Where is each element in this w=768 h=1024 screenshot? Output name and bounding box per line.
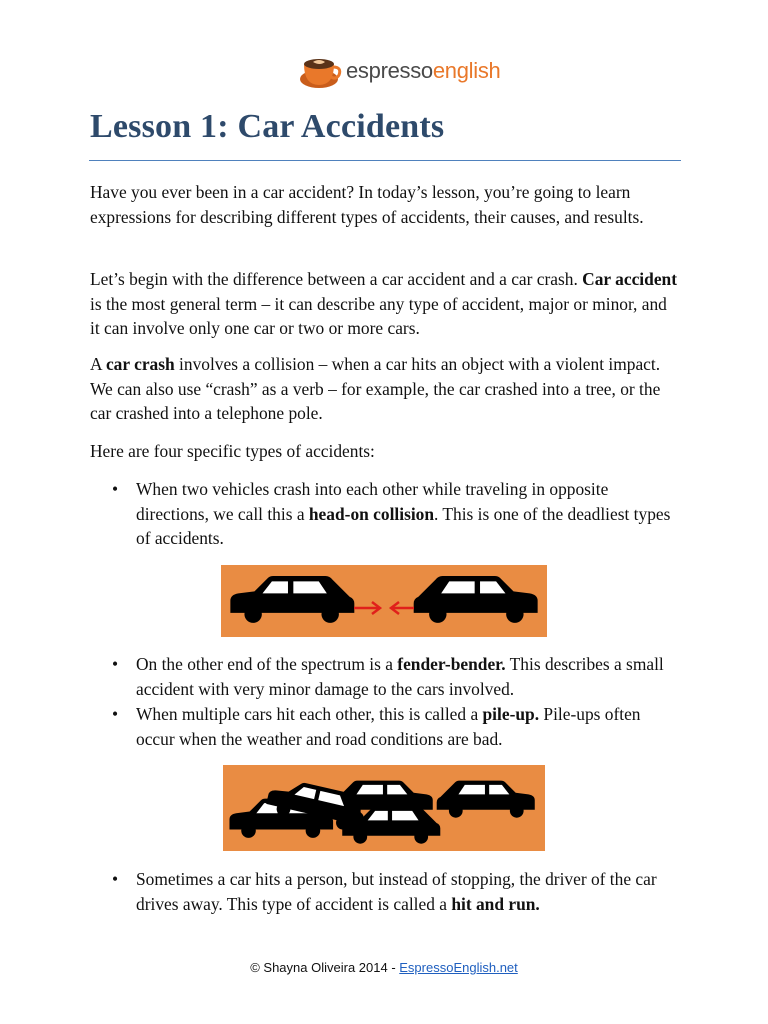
head-on-collision-icon <box>221 565 547 637</box>
term-pile-up: pile-up. <box>482 704 540 724</box>
bullet-marker: • <box>112 654 119 674</box>
car-crash-paragraph: A car crash involves a collision – when a car hits an object with a violent impact. We can also use “crash” as a verb – for example, the car crashed into a tree, or the car crashed into a telephone pole. <box>90 354 661 423</box>
logo-text-espresso: espresso <box>346 58 433 83</box>
pile-up-icon <box>223 765 545 851</box>
list-item-fender-bender: • On the other end of the spectrum is a fender-bender. This describes a small accident with very minor damage to the cars involved. <box>112 654 664 699</box>
footer-copyright: © Shayna Oliveira 2014 - <box>250 960 400 975</box>
footer-link[interactable]: EspressoEnglish.net <box>399 960 518 975</box>
bullet-marker: • <box>112 704 119 724</box>
accident-vs-crash-paragraph: Let’s begin with the difference between a car accident and a car crash. Car accident is the most general term – it can describe any type of accident, major or minor, and it can involve only one car or two or more cars. <box>90 269 677 338</box>
term-car-accident: Car accident <box>582 269 677 289</box>
term-hit-and-run: hit and run. <box>451 893 540 914</box>
logo-text-english: english <box>432 58 501 83</box>
term-head-on-collision: head-on collision <box>308 503 435 524</box>
term-fender-bender: fender-bender. <box>397 654 506 674</box>
intro-paragraph: Have you ever been in a car accident? In today’s lesson, you’re going to learn expressions for describing different types of accidents, their causes, and results. <box>90 182 644 227</box>
list-item-hit-and-run: • Sometimes a car hits a person, but instead of stopping, the driver of the car drives away. This type of accident is called a hit and run. <box>112 869 657 914</box>
types-intro-paragraph: Here are four specific types of accidents: <box>90 441 375 461</box>
bullet-marker: • <box>112 869 119 889</box>
term-car-crash: car crash <box>105 354 175 374</box>
bullet-marker: • <box>112 479 119 499</box>
footer <box>0 960 768 975</box>
list-item-head-on: • When two vehicles crash into each other while traveling in opposite directions, we call this a head-on collision. This is one of the deadliest types of accidents. <box>112 479 671 548</box>
espresso-english-logo <box>298 50 501 92</box>
list-item-pile-up: • When multiple cars hit each other, this is called a pile-up. Pile-ups often occur when the weather and road conditions are bad. <box>112 704 641 749</box>
title-divider <box>89 160 681 161</box>
page-title: Lesson 1: Car Accidents <box>90 108 445 145</box>
coffee-cup-icon <box>298 50 342 92</box>
